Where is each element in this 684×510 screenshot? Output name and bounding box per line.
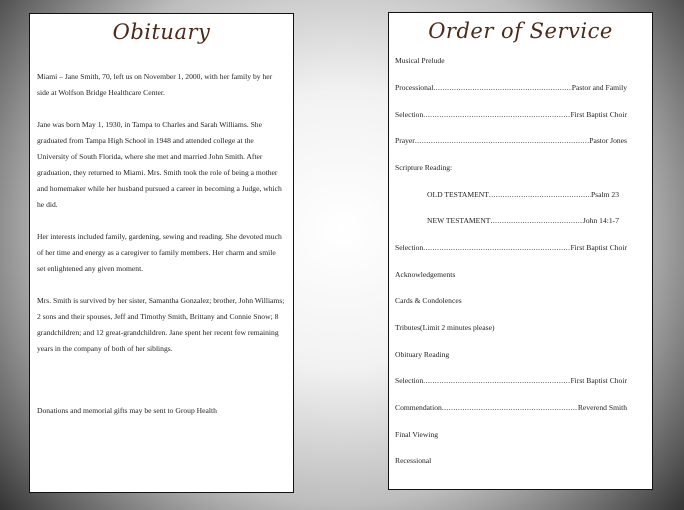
service-item-processional: Processional ..... Pastor and Family	[395, 83, 627, 93]
obituary-paragraph-2: Jane was born May 1, 1930, in Tampa to Charles and Sarah Williams. She graduated from Tampa High School in 1948 and attended college at the University of South Florida, where she met and married John Smith. After graduation, they returned to Miami. Mrs. Smith took the role of being a mother and homemaker while her husband pursued a career in becoming a Judge, which he did.	[37, 120, 282, 209]
service-item-recessional: Recessional	[395, 456, 432, 465]
service-item-tributes: Tributes(Limit 2 minutes please)	[395, 323, 495, 332]
obituary-paragraph-3: Her interests included family, gardening, sewing and reading. She devoted much of her time and energy as a caregiver to family members. Her charm and smile set enlightened any given moment.	[37, 232, 282, 273]
service-item-obituary-reading: Obituary Reading	[395, 350, 450, 359]
leader-dots	[442, 403, 578, 413]
leader-dots	[423, 376, 570, 386]
obituary-paragraph-1: Miami – Jane Smith, 70, left us on November 1, 2000, with her family by her side at Wolfson Bridge Healthcare Center.	[37, 72, 273, 97]
leader-dots	[423, 110, 570, 120]
service-item-new-testament: NEW TESTAMENT ..... John 14:1-7	[427, 216, 619, 226]
leader-dots	[489, 190, 591, 200]
service-item-final-viewing: Final Viewing	[395, 430, 439, 439]
order-of-service-title: Order of Service	[428, 19, 613, 43]
leader-dots	[433, 83, 571, 93]
service-item-selection: Selection ..... First Baptist Choir	[395, 243, 627, 253]
leader-dots	[423, 243, 570, 253]
service-item-selection: Selection ..... First Baptist Choir	[395, 376, 627, 386]
service-item-cards-condolences: Cards & Condolences	[395, 296, 462, 305]
leader-dots	[415, 136, 589, 146]
order-of-service-panel	[388, 12, 653, 490]
service-item-selection: Selection ..... First Baptist Choir	[395, 110, 627, 120]
obituary-title: Obituary	[112, 20, 211, 44]
obituary-panel	[29, 13, 294, 493]
obituary-paragraph-5: Donations and memorial gifts may be sent to Group Health	[37, 406, 217, 415]
service-item-acknowledgements: Acknowledgements	[395, 270, 456, 279]
obituary-paragraph-4: Mrs. Smith is survived by her sister, Samantha Gonzalez; brother, John Williams; 2 sons and their spouses, Jeff and Timothy Smith, Brittany and Connie Snow; 8 grandchildren; and 12 great-grandchildren. Jane spent her recent few remaining years in the company of both of her siblings.	[37, 296, 285, 353]
service-item-scripture-reading: Scripture Reading:	[395, 163, 453, 172]
service-item-old-testament: OLD TESTAMENT ..... Psalm 23	[427, 190, 619, 200]
service-item-commendation: Commendation ..... Reverend Smith	[395, 403, 627, 413]
leader-dots	[490, 216, 582, 226]
service-item-musical-prelude: Musical Prelude	[395, 56, 445, 65]
service-item-prayer: Prayer ..... Pastor Jones	[395, 136, 627, 146]
